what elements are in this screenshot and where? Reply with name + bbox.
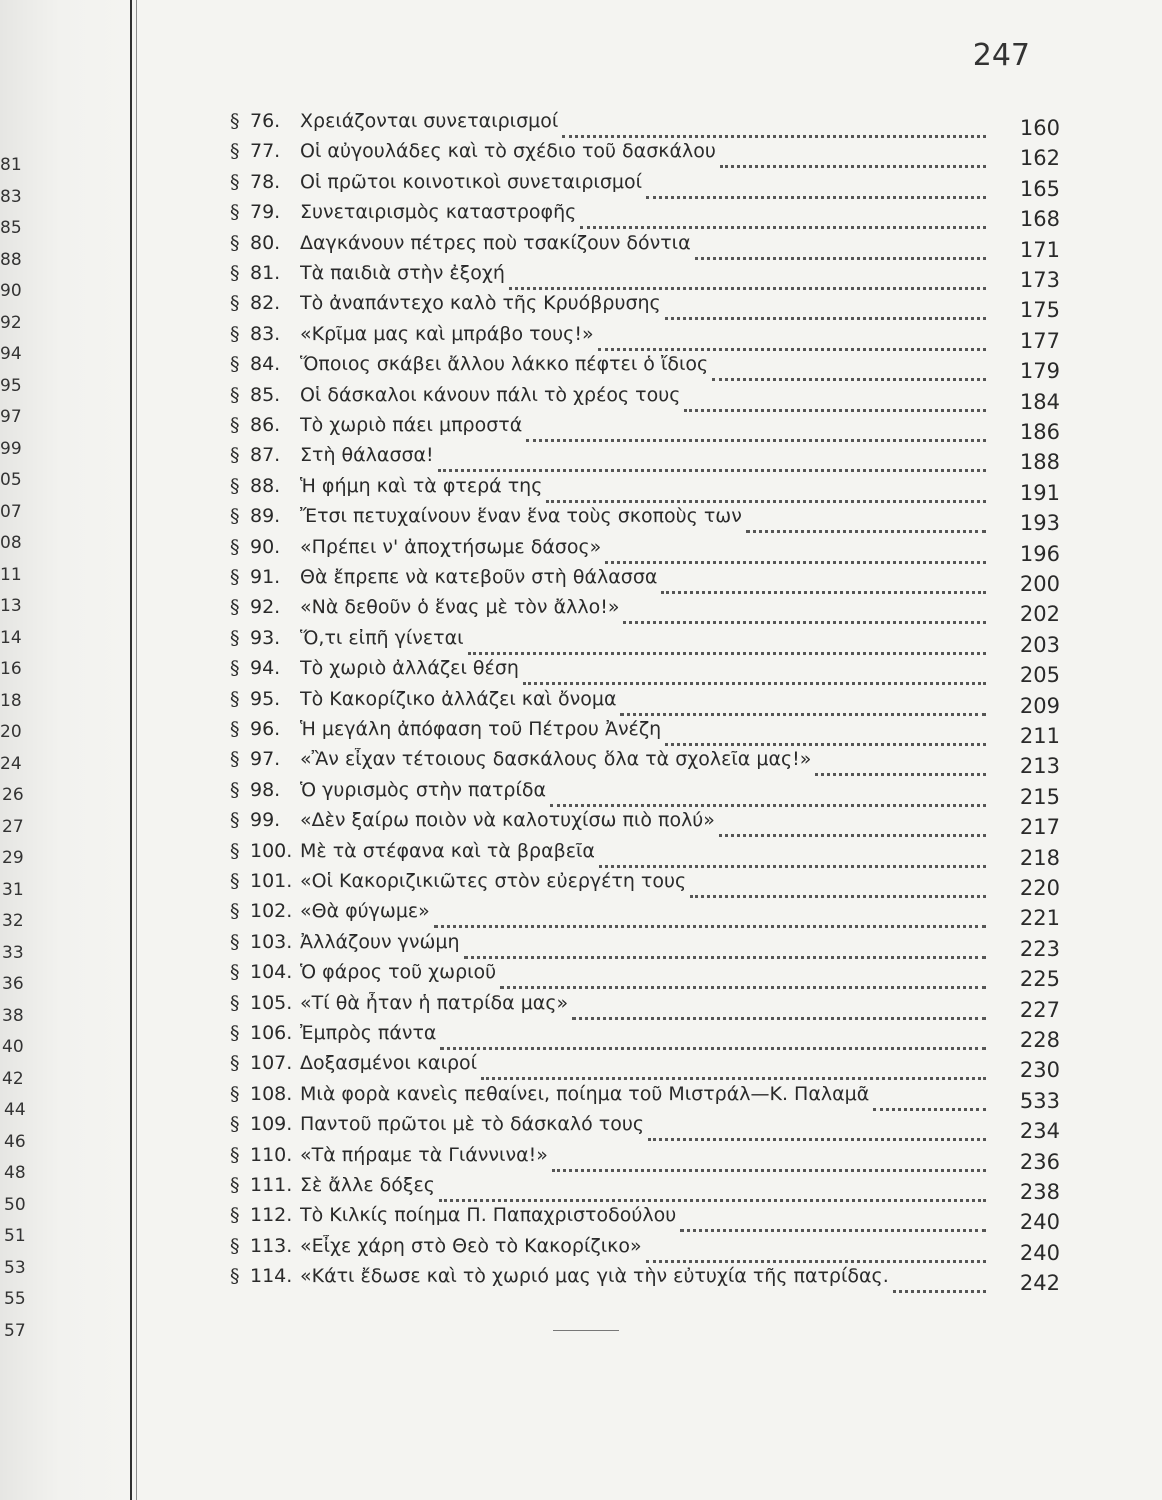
toc-entry [230,686,1060,716]
entry-page-number: 533 [1019,1088,1060,1113]
dot-leader [684,391,986,412]
section-number: 85. [250,383,281,406]
dot-leader [562,117,986,138]
entry-page-number: 213 [1019,754,1060,779]
adjacent-page-number: 53 [4,1257,26,1278]
entry-page-number: 228 [1019,1028,1060,1052]
section-number: 98. [250,778,281,801]
entry-title: Τὸ Κακορίζικο ἀλλάζει καὶ ὄνομα [300,687,617,710]
entry-title: Ὁ γυρισμὸς στὴν πατρίδα [300,778,547,801]
toc-entry [230,898,1060,931]
entry-title: «Κρῖμα μας καὶ μπράβο τους!» [300,322,594,345]
entry-page-number: 171 [1019,237,1060,262]
section-sign: § [230,930,240,953]
adjacent-page-number: 07 [0,501,22,522]
toc-entry [230,655,1060,688]
entry-title: «Τί θὰ ἦταν ἡ πατρίδα μας» [300,991,569,1014]
toc-entry [230,959,1060,992]
entry-page-number: 220 [1019,876,1060,900]
dot-leader [680,1211,986,1232]
section-sign: § [230,535,240,558]
section-sign: § [230,170,240,193]
entry-page-number: 236 [1019,1149,1060,1174]
toc-entry [230,564,1060,594]
adjacent-page-number: 85 [0,218,22,238]
dot-leader [665,299,986,320]
entry-title: Μιὰ φορὰ κανεὶς πεθαίνει, ποίημα τοῦ Μιστράλ—Κ. Παλαμᾶ [300,1082,870,1105]
toc-entry [230,503,1060,536]
section-sign: § [230,1113,240,1136]
dot-leader [599,847,986,868]
section-number: 100. [250,839,293,862]
toc-entry [230,1142,1060,1172]
adjacent-page-number: 92 [0,312,22,333]
adjacent-page-number: 55 [4,1289,26,1309]
section-number: 80. [250,231,281,254]
toc-entry [230,1111,1060,1144]
section-number: 99. [250,809,281,832]
dot-leader [500,968,986,989]
section-number: 97. [250,748,281,771]
dot-leader [719,816,986,837]
adjacent-page-number: 13 [0,596,22,616]
section-number: 106. [250,1022,293,1044]
section-number: 92. [250,596,281,619]
dot-leader [481,1059,986,1080]
toc-entry [230,382,1060,412]
entry-title: Ἐμπρὸς πάντα [300,1022,437,1044]
entry-page-number: 211 [1019,724,1060,748]
entry-title: Δαγκάνουν πέτρες ποὺ τσακίζουν δόντια [300,231,691,254]
entry-title: Παντοῦ πρῶτοι μὲ τὸ δάσκαλό τους [300,1113,644,1136]
section-sign: § [230,292,240,315]
dot-leader [646,178,986,199]
entry-page-number: 193 [1019,511,1060,536]
dot-leader [440,1029,986,1050]
adjacent-page-number: 99 [0,438,22,459]
section-sign: § [230,900,240,923]
toc-entry [230,1050,1060,1083]
entry-title: «Τὰ πήραμε τὰ Γιάννινα!» [300,1143,548,1166]
entry-page-number: 191 [1019,480,1060,505]
section-sign: § [230,262,240,284]
dot-leader [605,543,986,564]
section-sign: § [230,1052,240,1075]
entry-page-number: 215 [1019,784,1060,809]
section-number: 88. [250,474,281,497]
section-number: 87. [250,444,281,467]
section-sign: § [230,778,240,801]
section-sign: § [230,1204,240,1227]
toc-entry [230,169,1060,199]
section-sign: § [230,322,240,345]
toc-entry [230,534,1060,564]
toc-entry [230,777,1060,807]
entry-title: Σὲ ἄλλε δόξες [300,1174,435,1196]
entry-title: «Εἶχε χάρη στὸ Θεὸ τὸ Κακορίζικο» [300,1234,642,1257]
adjacent-page-number: 81 [0,155,22,175]
entry-title: Χρειάζονται συνεταιρισμοί [300,110,559,132]
entry-page-number: 188 [1019,450,1060,475]
adjacent-page-number: 40 [2,1037,24,1057]
toc-entry [230,230,1060,260]
dot-leader [434,907,986,928]
section-sign: § [230,474,240,497]
section-sign: § [230,596,240,619]
toc-entry [230,1020,1060,1050]
section-number: 81. [250,262,281,284]
section-sign: § [230,991,240,1014]
page-gutter-line-inner [136,0,137,1500]
entry-title: Τὸ χωριὸ ἀλλάζει θέση [300,657,519,680]
adjacent-page-number: 50 [4,1194,26,1215]
section-number: 105. [250,991,293,1014]
entry-title: Τὸ χωριὸ πάει μπροστά [300,414,523,436]
dot-leader [620,695,986,716]
toc-entry [230,412,1060,442]
toc-entry [230,260,1060,290]
adjacent-page-number: 94 [0,344,22,364]
end-rule [553,1330,619,1331]
section-number: 76. [250,110,281,132]
section-sign: § [230,566,240,588]
entry-title: «Ἂν εἶχαν τέτοιους δασκάλους ὅλα τὰ σχολεῖα μας!» [300,748,812,771]
adjacent-page-number: 57 [4,1320,26,1341]
dot-leader [580,208,986,229]
toc-entry [230,473,1060,503]
toc-entry [230,625,1060,655]
section-number: 89. [250,505,281,528]
section-number: 79. [250,201,281,224]
dot-leader [623,603,986,624]
entry-title: «Πρέπει ν' ἀποχτήσωμε δάσος» [300,535,602,558]
adjacent-page-number: 18 [0,690,22,711]
section-sign: § [230,839,240,862]
section-number: 96. [250,718,281,740]
section-number: 95. [250,687,281,710]
section-sign: § [230,383,240,406]
toc-entry [230,321,1060,351]
dot-leader [572,999,986,1020]
entry-page-number: 240 [1019,1240,1060,1265]
section-number: 101. [250,870,293,892]
entry-page-number: 175 [1019,298,1060,323]
entry-title: Ὅποιος σκάβει ἄλλου λάκκο πέφτει ὁ ἴδιος [300,353,709,376]
entry-title: «Κάτι ἔδωσε καὶ τὸ χωριό μας γιὰ τὴν εὐτυχία τῆς πατρίδας. [300,1265,889,1288]
section-sign: § [230,870,240,892]
section-sign: § [230,231,240,254]
adjacent-page-number: 31 [2,879,24,900]
entry-title: Μὲ τὰ στέφανα καὶ τὰ βραβεῖα [300,839,595,862]
section-sign: § [230,626,240,649]
adjacent-page-number: 26 [2,785,24,805]
entry-page-number: 162 [1019,146,1060,171]
entry-title: Θὰ ἔπρεπε νὰ κατεβοῦν στὴ θάλασσα [300,566,658,588]
section-sign: § [230,110,240,132]
entry-title: «Οἱ Κακοριζικιῶτες στὸν εὐεργέτη τους [300,870,687,892]
toc-entry [230,1263,1060,1296]
section-sign: § [230,140,240,163]
dot-leader [439,1181,986,1202]
dot-leader [665,725,986,746]
section-sign: § [230,718,240,740]
section-sign: § [230,353,240,376]
entry-title: Δοξασμένοι καιροί [300,1052,478,1075]
dot-leader [695,239,986,260]
toc-entry [230,868,1060,898]
toc-entry [230,594,1060,627]
dot-leader [552,1151,986,1172]
entry-title: Τὰ παιδιὰ στὴν ἐξοχή [300,262,505,284]
toc-entry [230,1233,1060,1263]
section-sign: § [230,505,240,528]
adjacent-page-margin [0,0,130,1500]
adjacent-page-number: 48 [4,1163,26,1183]
section-sign: § [230,444,240,467]
toc-entry [230,1172,1060,1202]
entry-title: «Δὲν ξαίρω ποιὸν νὰ καλοτυχίσω πιὸ πολύ» [300,809,715,832]
adjacent-page-number: 90 [0,281,22,301]
entry-page-number: 242 [1019,1271,1060,1296]
toc-entry [230,351,1060,384]
entry-page-number: 240 [1019,1210,1060,1235]
entry-title: Οἱ αὐγουλάδες καὶ τὸ σχέδιο τοῦ δασκάλου [300,140,716,163]
toc-entry [230,138,1060,171]
entry-page-number: 165 [1019,176,1060,201]
section-sign: § [230,1174,240,1196]
section-sign: § [230,201,240,224]
adjacent-page-number: 29 [2,848,24,868]
section-sign: § [230,1022,240,1044]
adjacent-page-number: 95 [0,375,22,396]
dot-leader [648,1120,986,1141]
section-sign: § [230,1082,240,1105]
toc-entry [230,990,1060,1020]
dot-leader [746,512,986,533]
entry-title: Τὸ ἀναπάντεχο καλὸ τῆς Κρυόβρυσης [300,292,661,315]
toc-entry [230,1081,1060,1111]
entry-page-number: 223 [1019,936,1060,961]
section-number: 91. [250,566,281,588]
entry-page-number: 217 [1019,815,1060,840]
entry-title: «Θὰ φύγωμε» [300,900,430,923]
section-number: 111. [250,1174,293,1196]
entry-title: Ἡ φήμη καὶ τὰ φτερά της [300,474,543,497]
entry-title: Τὸ Κιλκίς ποίημα Π. Παπαχριστοδούλου [300,1204,677,1227]
toc-entry [230,290,1060,323]
toc-entry [230,807,1060,840]
section-sign: § [230,687,240,710]
toc-entry [230,838,1060,868]
section-number: 83. [250,322,281,345]
section-number: 109. [250,1113,293,1136]
entry-page-number: 184 [1019,389,1060,414]
entry-page-number: 179 [1019,359,1060,384]
adjacent-page-number: 83 [0,186,22,207]
adjacent-page-number: 88 [0,249,22,270]
dot-leader [438,451,986,472]
adjacent-page-number: 42 [2,1068,24,1089]
section-sign: § [230,1143,240,1166]
dot-leader [550,786,986,807]
section-number: 108. [250,1082,293,1105]
section-sign: § [230,414,240,436]
dot-leader [646,1242,986,1263]
entry-title: «Νὰ δεθοῦν ὁ ἕνας μὲ τὸν ἄλλο!» [300,596,620,619]
dot-leader [815,755,986,776]
section-number: 84. [250,353,281,376]
entry-page-number: 227 [1019,997,1060,1022]
dot-leader [509,269,986,290]
section-number: 107. [250,1052,293,1075]
adjacent-page-number: 46 [4,1131,26,1152]
entry-page-number: 230 [1019,1058,1060,1083]
dot-leader [720,147,986,168]
toc-entry [230,442,1060,475]
entry-page-number: 177 [1019,328,1060,353]
entry-page-number: 225 [1019,967,1060,992]
section-sign: § [230,1234,240,1257]
entry-page-number: 234 [1019,1119,1060,1144]
entry-page-number: 173 [1019,268,1060,292]
section-number: 112. [250,1204,293,1227]
entry-title: Συνεταιρισμὸς καταστροφῆς [300,201,577,224]
section-number: 103. [250,930,293,953]
dot-leader [464,938,986,959]
adjacent-page-number: 05 [0,470,22,490]
entry-page-number: 160 [1019,116,1060,140]
dot-leader [598,330,986,351]
section-number: 78. [250,170,281,193]
toc-entry [230,929,1060,959]
page-number: 247 [972,38,1030,73]
toc-entry [230,746,1060,779]
adjacent-page-number: 38 [2,1005,24,1026]
dot-leader [873,1090,986,1111]
section-number: 114. [250,1265,293,1288]
section-number: 90. [250,535,281,558]
entry-page-number: 218 [1019,845,1060,870]
entry-title: Ἀλλάζουν γνώμη [300,930,460,953]
entry-title: Οἱ πρῶτοι κοινοτικοὶ συνεταιρισμοί [300,170,642,193]
section-sign: § [230,961,240,984]
adjacent-page-number: 16 [0,659,22,679]
entry-page-number: 209 [1019,693,1060,718]
adjacent-page-number: 11 [0,564,22,585]
dot-leader [546,482,986,503]
entry-title: Ἔτσι πετυχαίνουν ἕναν ἕνα τοὺς σκοποὺς των [300,505,742,528]
dot-leader [523,664,986,685]
entry-page-number: 238 [1019,1180,1060,1204]
adjacent-page-number: 08 [0,533,22,553]
adjacent-page-number: 36 [2,974,24,994]
dot-leader [893,1272,986,1293]
dot-leader [468,634,986,655]
entry-title: Ὅ,τι εἰπῆ γίνεται [300,626,464,649]
entry-page-number: 196 [1019,541,1060,566]
entry-title: Ὁ φάρος τοῦ χωριοῦ [300,961,497,984]
adjacent-page-number: 20 [0,722,22,742]
entry-page-number: 203 [1019,632,1060,657]
section-number: 77. [250,140,281,163]
toc-entry [230,716,1060,746]
section-number: 110. [250,1143,293,1166]
adjacent-page-number: 32 [2,911,24,931]
entry-title: Ἡ μεγάλη ἀπόφαση τοῦ Πέτρου Ἀνέζη [300,718,662,740]
adjacent-page-number: 97 [0,407,22,427]
section-number: 86. [250,414,281,436]
entry-page-number: 186 [1019,420,1060,444]
section-number: 94. [250,657,281,680]
section-number: 113. [250,1234,293,1257]
entry-page-number: 202 [1019,602,1060,627]
section-sign: § [230,1265,240,1288]
section-number: 82. [250,292,281,315]
adjacent-page-number: 33 [2,942,24,963]
entry-page-number: 205 [1019,663,1060,688]
section-sign: § [230,809,240,832]
entry-title: Οἱ δάσκαλοι κάνουν πάλι τὸ χρέος τους [300,383,681,406]
dot-leader [690,877,986,898]
dot-leader [712,360,986,381]
entry-page-number: 168 [1019,207,1060,232]
adjacent-page-number: 44 [4,1100,26,1120]
adjacent-page-number: 24 [0,753,22,774]
adjacent-page-number: 51 [4,1226,26,1246]
section-number: 104. [250,961,293,984]
page-gutter-line [130,0,132,1500]
entry-page-number: 200 [1019,572,1060,596]
section-number: 93. [250,626,281,649]
section-number: 102. [250,900,293,923]
section-sign: § [230,657,240,680]
toc-entry [230,108,1060,138]
toc-entry [230,1202,1060,1235]
section-sign: § [230,748,240,771]
entry-page-number: 221 [1019,906,1060,931]
dot-leader [661,573,986,594]
toc-entry [230,199,1060,232]
entry-title: Στὴ θάλασσα! [300,444,434,467]
dot-leader [526,421,986,442]
adjacent-page-number: 27 [2,816,24,837]
adjacent-page-number: 14 [0,627,22,648]
